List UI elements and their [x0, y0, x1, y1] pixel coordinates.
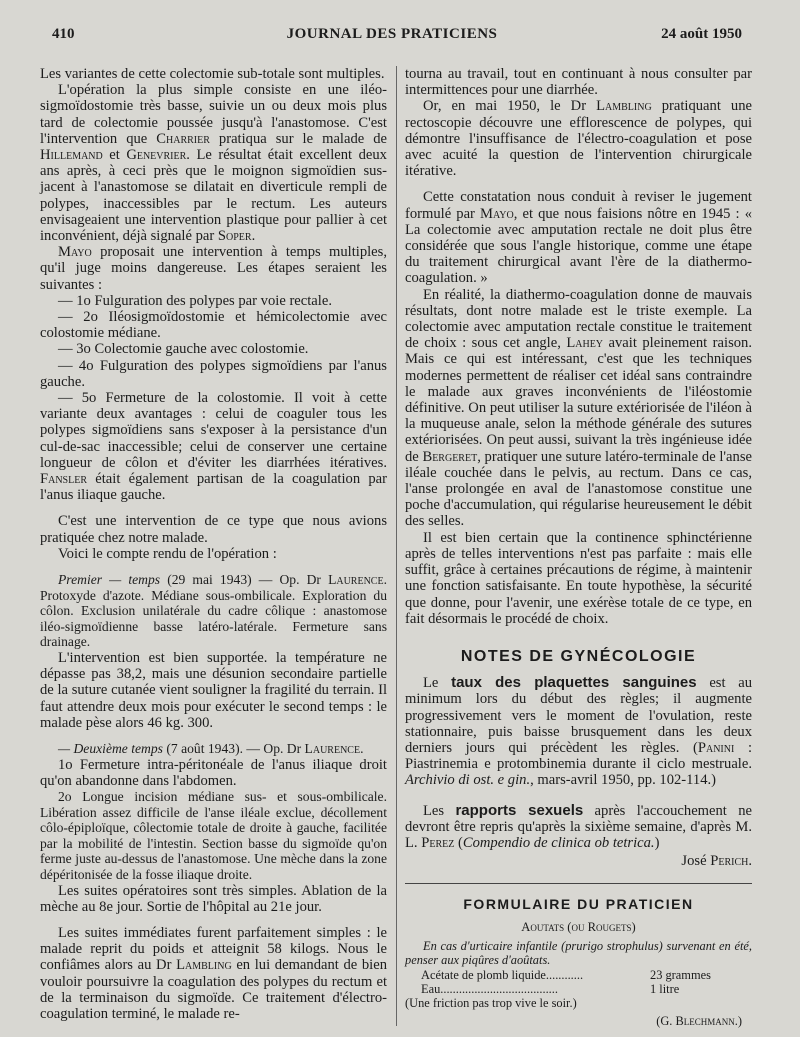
operation-report: — Deuxième temps (7 août 1943). — Op. Dr Laurence.	[58, 741, 364, 757]
author-name: Fansler	[40, 471, 88, 488]
right-column	[405, 66, 752, 1029]
author-name: Panini	[697, 739, 735, 756]
paragraph: L'opération la plus simple consiste en une iléo-sigmoïdostomie très basse, suivie un ou deux mois plus tard de colectomie poussée jusqu'à l'anastomose. C'est l'intervention que Charrier pratiqua sur le malade de Hillemand et Genevrier. Le résultat était excellent deux ans après, à ceci près que le moignon sigmoïdien sus-jacent à l'anastomose se dilatait en diverticule rempli de polypes, inaccessibles par le rectum. Les auteurs envisageaient une intervention plastique pour pallier à cet inconvénient, déjà signalé par Soper.	[40, 82, 387, 245]
paragraph: tourna au travail, tout en continuant à nous consulter par intermittences pour une diarrhée.	[405, 66, 752, 99]
divider	[405, 883, 752, 884]
issue-date: 24 août 1950	[661, 26, 742, 42]
formulary-author: (G. Blechmann.)	[656, 1013, 742, 1028]
list-item: 1o Fermeture intra-péritonéale de l'anus iliaque droit qu'on abandonne dans l'abdomen.	[40, 756, 387, 789]
author-name: Lambling	[596, 98, 652, 115]
list-item: 2o Longue incision médiane sus- et sous-ombilicale. Libération assez difficile de l'anse iléale exclue, décollement côlo-épiploïque, côlectomie totale de droite à gauche, facilitée par la mobilité de l'intestin. Section basse du sigmoïde qu'on ferme juste au-dessus de l'anastomose. Une mèche dans la zone dépéritonisée de la fosse iliaque droite.	[40, 789, 387, 883]
column-divider	[396, 66, 397, 1026]
page-header	[42, 26, 742, 48]
paragraph: Or, en mai 1950, le Dr Lambling pratiquant une rectoscopie découvre une efflorescence de polypes, qui démontre l'insuffisance de l'électro-coagulation et pose avec acuité la question de l'intervention chirurgicale itérative.	[405, 98, 752, 180]
formulary-title: FORMULAIRE DU PRATICIEN	[463, 896, 694, 913]
list-item: — 2o Iléosigmoïdostomie et hémicolectomie avec colostomie médiane.	[40, 309, 387, 342]
journal-title: JOURNAL DES PRATICIENS	[286, 26, 498, 42]
list-item: — 5o Fermeture de la colostomie. Il voit à cette variante deux avantages : celui de coaguler tous les polypes sigmoïdiens sans s'exposer à la persistance d'un cul-de-sac inaccessible; celui de conserver une certaine longueur de côlon et d'éviter les diarrhées itératives. Fansler était également partisan de la coagulation par l'anus iliaque gauche.	[40, 390, 387, 504]
left-column	[40, 66, 387, 1022]
formulary-item: Acétate de plomb liquide............ 23 grammes	[421, 967, 711, 982]
paragraph: Les variantes de cette colectomie sub-totale sont multiples.	[40, 66, 385, 82]
author-name: Mayo	[480, 205, 514, 222]
paragraph: Mayo proposait une intervention à temps multiples, qu'il juge moins dangereuse. Les étapes seraient les suivantes :	[40, 244, 387, 293]
note-paragraph: Le taux des plaquettes sanguines est au minimum lors du début des règles; il augmente progressivement vers le moment de l'ovulation, reste stationnaire, puis baisse brusquement dans les deux derniers jours qui précèdent les règles. (Panini : Piastrinemia e protombinemia durante il ciclo mestruale. Archivio di ost. e gin., mars-avril 1950, pp. 102-114.)	[405, 674, 753, 789]
author-name: Mayo	[58, 244, 92, 261]
signature: José Perich.	[681, 853, 752, 870]
author-name: Charrier	[156, 130, 210, 147]
paragraph: L'intervention est bien supportée. la température ne dépasse pas 38,2, mais une désunion secondaire partielle de la suture cutanée vient souligner la fragilité du terrain. Il faut attendre deux mois pour exécuter le second temps : le malade pèse alors 46 kg. 300.	[40, 650, 387, 731]
formulary-intro: En cas d'urticaire infantile (prurigo strophulus) survenant en été, penser aux piqûres d'aoûtats.	[405, 938, 752, 968]
paragraph: Il est bien certain que la continence sphinctérienne après de telles interventions n'est pas parfaite : mais elle suffit, grâce à certaines précautions de régime, à maintenir une fonction satisfaisante. En toute hypothèse, la sécurité que donne, pour l'avenir, une exérèse totale de ce type, en fait désormais le procédé de choix.	[405, 529, 752, 627]
paragraph: En réalité, la diathermo-coagulation donne de mauvais résultats, dont notre malade est le triste exemple. La colectomie avec amputation rectale constitue le traitement de choix : sous cet angle, Lahey avait pleinement raison. Mais ce qui est intéressant, c'est que les techniques modernes permettent de réaliser cet idéal sans contraindre le malade aux graves inconvénients de l'iléostomie définitive. On peut utiliser la suture extériorisée de l'iléon à la muqueuse anale, selon la méthode générale des sutures extériorisées. On peut aussi, suivant la très ingénieuse idée de Bergeret, pratiquer une suture latéro-terminale de l'anse iléale couchée dans le pelvis, au rectum. Dans ce cas, l'anse prolongée en aval de l'anastomose constitue une poche d'accumulation, qui régularise heureusement le débit des selles.	[405, 286, 752, 530]
formulary-subtitle: Aoutats (ou Rougets)	[521, 919, 636, 934]
author-name: Hillemand	[40, 147, 103, 164]
author-name: Soper	[217, 228, 252, 245]
highlight-term: rapports sexuels	[455, 801, 584, 819]
list-item: — 3o Colectomie gauche avec colostomie.	[58, 341, 309, 358]
formulary-item: Eau...................................... 1 litre	[421, 981, 680, 996]
paragraph: Voici le compte rendu de l'opération :	[58, 545, 277, 562]
author-name: Bergeret	[422, 448, 478, 465]
author-name: Genevrier	[126, 147, 187, 164]
paragraph: Les suites opératoires sont très simples. Ablation de la mèche au 8e jour. Sortie de l'hôpital au 21e jour.	[40, 882, 387, 915]
author-name: Perez	[421, 834, 455, 851]
author-name: Lambling	[176, 957, 232, 974]
list-item: — 1o Fulguration des polypes par voie rectale.	[58, 292, 332, 309]
page-number: 410	[52, 26, 75, 42]
author-name: Lahey	[566, 335, 604, 352]
note-paragraph: Les rapports sexuels après l'accouchement ne devront être repris qu'après la sixième semaine, d'après M. L. Perez (Compendio de clinica ob tetrica.)	[405, 801, 752, 851]
paragraph: Cette constatation nous conduit à reviser le jugement formulé par Mayo, et que nous faisions nôtre en 1945 : « La colectomie avec amputation rectale ne doit plus être considérée que sous l'angle historique, comme une étape du traitement chirurgical avant l'ère de la diathermo-coagulation. »	[405, 189, 752, 287]
paragraph: C'est une intervention de ce type que nous avions pratiquée chez notre malade.	[40, 513, 387, 546]
paragraph: Les suites immédiates furent parfaitement simples : le malade reprit du poids et atteignit 58 kilogs. Nous le confiâmes alors au Dr Lambling en lui demandant de bien vouloir poursuivre la coagulation des polypes du rectum et de la terminaison du sigmoïde. Ce traitement d'électro-coagulation terminé, le malade re-	[40, 925, 388, 1023]
highlight-term: taux des plaquettes sanguines	[451, 674, 697, 692]
list-item: — 4o Fulguration des polypes sigmoïdiens par l'anus gauche.	[40, 357, 387, 390]
operation-report: Premier — temps (29 mai 1943) — Op. Dr Laurence. Protoxyde d'azote. Médiane sous-ombilicale. Exploration du côlon. Exclusion unilatérale du cadre côlique : anastomose iléo-sigmoïdienne basse latéro-latérale. Fermeture sans drainage.	[40, 572, 387, 650]
formulary-note: (Une friction pas trop vive le soir.)	[405, 996, 577, 1011]
section-title: NOTES DE GYNÉCOLOGIE	[460, 647, 697, 665]
